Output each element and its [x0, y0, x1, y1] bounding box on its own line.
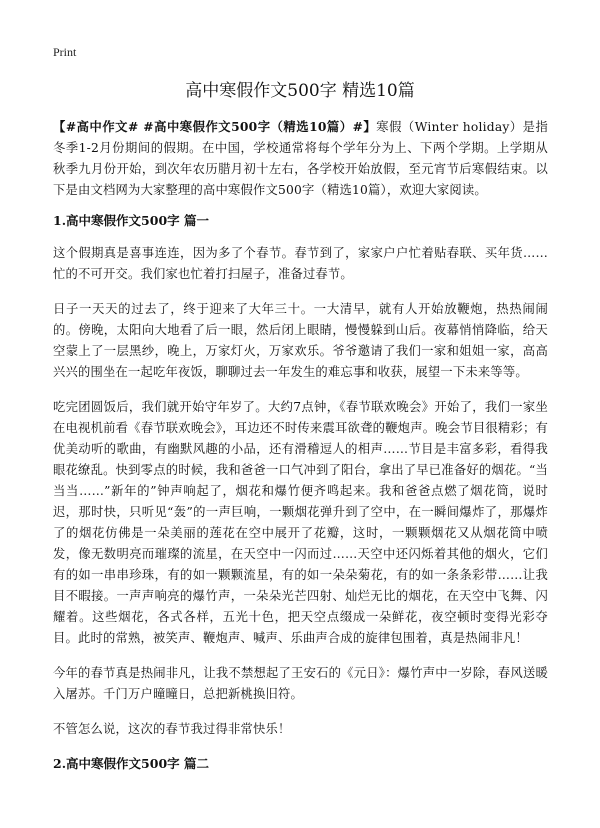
article-paragraph: 今年的春节真是热闹非凡，让我不禁想起了王安石的《元日》：爆竹声中一岁除，春风送暖入屠苏。千门万户曈曈日，总把新桃换旧符。	[53, 666, 548, 701]
intro-paragraph	[53, 116, 548, 201]
intro-tags: 【#高中作文# #高中寒假作文500字（精选10篇）#】	[53, 119, 377, 134]
article-body	[53, 116, 548, 786]
article-paragraph: 吃完团圆饭后，我们就开始守年岁了。大约7点钟，《春节联欢晚会》开始了，我们一家坐在电视机前看《春节联欢晚会》，耳边还不时传来震耳欲聋的鞭炮声。晚会节目很精彩；有优美动听的歌曲，有幽默风趣的小品，还有滑稽逗人的相声……节目是丰富多彩，看得我眼花缭乱。快到零点的时候，我和爸爸一口气冲到了阳台，拿出了早已准备好的烟花。“当当当……”新年的”钟声响起了，烟花和爆竹便齐鸣起来。我和爸爸点燃了烟花筒，说时迟，那时快，只听见“轰”的一声巨响，一颗烟花弹升到了空中，在一瞬间爆炸了，那爆炸了的烟花仿佛是一朵美丽的莲花在空中展开了花瓣，这时，一颗颗烟花又从烟花筒中喷发，像无数明亮而璀璨的流星，在天空中一闪而过……天空中还闪烁着其他的烟火，它们有的如一串串珍珠，有的如一颗颗流星，有的如一朵朵菊花，有的如一条条彩带……让我目不暇接。一声声响亮的爆竹声，一朵朵光芒四射、灿烂无比的烟花，在天空中飞舞、闪耀着。这些烟花，各式各样，五光十色，把天空点缀成一朵鲜花，夜空顿时变得光彩夺目。此时的常熟，被笑声、鞭炮声、喊声、乐曲声合成的旋律包围着，真是热闹非凡！	[53, 400, 548, 645]
section-heading: 1.高中寒假作文500字 篇一	[53, 213, 209, 228]
article-paragraph: 日子一天天的过去了，终于迎来了大年三十。一大清早，就有人开始放鞭炮，热热闹闹的。傍晚，太阳向大地看了后一眼，然后闭上眼睛，慢慢躲到山后。夜幕悄悄降临，给天空蒙上了一层黑纱，晚上，万家灯火，万家欢乐。爷爷邀请了我们一家和姐姐一家，高高兴兴的围坐在一起吃年夜饭，聊聊过去一年发生的难忘事和收获，展望一下未来等等。	[53, 302, 548, 379]
intro-text: 寒假（Winter holiday）是指冬季1-2月份期间的假期。在中国，学校通常将每个学年分为上、下两个学期。上学期从秋季九月份开始，到次年农历腊月初十左右，各学校开始放假，至元宵节后寒假结束。以下是由文档网为大家整理的高中寒假作文500字（精选10篇），欢迎大家阅读。	[53, 120, 548, 197]
print-link[interactable]: Print	[53, 45, 77, 59]
section-heading: 2.高中寒假作文500字 篇二	[53, 756, 209, 771]
article-paragraph: 这个假期真是喜事连连，因为多了个春节。春节到了，家家户户忙着贴春联、买年货……忙的不可开交。我们家也忙着打扫屋子，准备过春节。	[53, 246, 548, 281]
page-title: 高中寒假作文500字 精选10篇	[185, 81, 415, 101]
article-paragraph: 不管怎么说，这次的春节我过得非常快乐！	[53, 722, 291, 736]
